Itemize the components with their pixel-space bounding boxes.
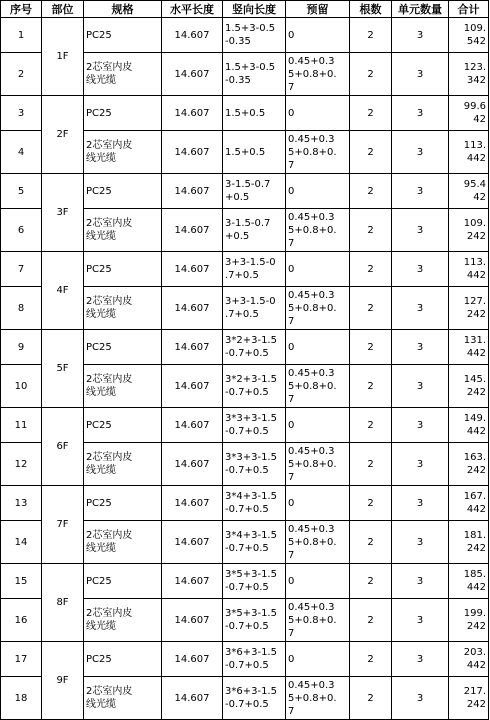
- cell-no: 7: [1, 252, 42, 287]
- header-row: [1, 1, 489, 18]
- cell-v-length: 1.5+0.5: [223, 96, 286, 131]
- cell-units: 3: [392, 330, 449, 365]
- cell-v-length: 3+3-1.5-0 .7+0.5: [223, 287, 286, 330]
- cell-total: 113. 442: [449, 252, 489, 287]
- header-floor: 部位: [42, 1, 84, 18]
- header-count: 根数: [350, 1, 392, 18]
- table-row: [1, 564, 489, 599]
- cell-v-length: 1.5+3-0.5 -0.35: [223, 18, 286, 53]
- cell-spec: PC25: [84, 252, 162, 287]
- cell-spec: 2芯室内皮 线光缆: [84, 521, 162, 564]
- cell-floor: 5F: [42, 330, 84, 408]
- cell-v-length: 3*5+3-1.5 -0.7+0.5: [223, 564, 286, 599]
- cell-h-length: 14.607: [162, 330, 223, 365]
- cell-reserve: 0: [286, 18, 350, 53]
- cell-spec: PC25: [84, 18, 162, 53]
- cell-floor: 9F: [42, 642, 84, 720]
- cell-floor: 3F: [42, 174, 84, 252]
- cell-reserve: 0.45+0.3 5+0.8+0. 7: [286, 365, 350, 408]
- cell-reserve: 0.45+0.3 5+0.8+0. 7: [286, 287, 350, 330]
- cell-spec: 2芯室内皮 线光缆: [84, 677, 162, 720]
- cell-h-length: 14.607: [162, 408, 223, 443]
- table-row: [1, 252, 489, 287]
- cell-total: 99.6 42: [449, 96, 489, 131]
- cell-spec: PC25: [84, 174, 162, 209]
- header-h-length: 水平长度: [162, 1, 223, 18]
- cell-h-length: 14.607: [162, 252, 223, 287]
- cell-units: 3: [392, 96, 449, 131]
- cell-no: 2: [1, 53, 42, 96]
- cell-units: 3: [392, 131, 449, 174]
- header-spec: 规格: [84, 1, 162, 18]
- table-row: [1, 408, 489, 443]
- cell-h-length: 14.607: [162, 521, 223, 564]
- cell-spec: 2芯室内皮 线光缆: [84, 365, 162, 408]
- cell-reserve: 0.45+0.3 5+0.8+0. 7: [286, 209, 350, 252]
- cell-h-length: 14.607: [162, 96, 223, 131]
- cell-h-length: 14.607: [162, 599, 223, 642]
- cell-floor: 2F: [42, 96, 84, 174]
- cell-reserve: 0: [286, 408, 350, 443]
- cell-spec: 2芯室内皮 线光缆: [84, 209, 162, 252]
- cell-units: 3: [392, 174, 449, 209]
- cell-units: 3: [392, 677, 449, 720]
- cell-units: 3: [392, 642, 449, 677]
- cell-no: 4: [1, 131, 42, 174]
- cell-h-length: 14.607: [162, 365, 223, 408]
- cell-total: 149. 442: [449, 408, 489, 443]
- cell-total: 131. 442: [449, 330, 489, 365]
- header-units: 单元数量: [392, 1, 449, 18]
- cell-h-length: 14.607: [162, 486, 223, 521]
- cell-floor: 4F: [42, 252, 84, 330]
- cell-reserve: 0: [286, 486, 350, 521]
- cell-units: 3: [392, 486, 449, 521]
- cell-no: 3: [1, 96, 42, 131]
- cell-units: 3: [392, 53, 449, 96]
- cell-spec: PC25: [84, 564, 162, 599]
- cell-h-length: 14.607: [162, 209, 223, 252]
- cell-v-length: 3*6+3-1.5 -0.7+0.5: [223, 677, 286, 720]
- cell-reserve: 0: [286, 564, 350, 599]
- cell-v-length: 3-1.5-0.7 +0.5: [223, 209, 286, 252]
- cell-units: 3: [392, 599, 449, 642]
- cell-h-length: 14.607: [162, 18, 223, 53]
- cell-h-length: 14.607: [162, 564, 223, 599]
- cell-spec: PC25: [84, 330, 162, 365]
- cell-spec: PC25: [84, 642, 162, 677]
- cell-floor: 8F: [42, 564, 84, 642]
- cell-no: 9: [1, 330, 42, 365]
- cell-reserve: 0: [286, 642, 350, 677]
- cell-no: 6: [1, 209, 42, 252]
- header-reserve: 预留: [286, 1, 350, 18]
- header-no: 序号: [1, 1, 42, 18]
- cell-h-length: 14.607: [162, 677, 223, 720]
- cell-no: 13: [1, 486, 42, 521]
- cell-h-length: 14.607: [162, 642, 223, 677]
- cell-no: 5: [1, 174, 42, 209]
- cell-count: 2: [350, 408, 392, 443]
- cell-spec: PC25: [84, 408, 162, 443]
- header-v-length: 竖向长度: [223, 1, 286, 18]
- cell-reserve: 0.45+0.3 5+0.8+0. 7: [286, 521, 350, 564]
- cell-h-length: 14.607: [162, 131, 223, 174]
- cell-count: 2: [350, 330, 392, 365]
- cell-total: 113. 442: [449, 131, 489, 174]
- cell-total: 199. 242: [449, 599, 489, 642]
- cell-count: 2: [350, 564, 392, 599]
- cell-v-length: 3*5+3-1.5 -0.7+0.5: [223, 599, 286, 642]
- cell-no: 11: [1, 408, 42, 443]
- cell-v-length: 3-1.5-0.7 +0.5: [223, 174, 286, 209]
- cell-count: 2: [350, 521, 392, 564]
- cell-spec: 2芯室内皮 线光缆: [84, 287, 162, 330]
- cell-spec: 2芯室内皮 线光缆: [84, 443, 162, 486]
- cell-total: 181. 242: [449, 521, 489, 564]
- header-total: 合计: [449, 1, 489, 18]
- cell-spec: 2芯室内皮 线光缆: [84, 131, 162, 174]
- cell-count: 2: [350, 599, 392, 642]
- cell-units: 3: [392, 521, 449, 564]
- cell-count: 2: [350, 131, 392, 174]
- cell-reserve: 0: [286, 252, 350, 287]
- cell-h-length: 14.607: [162, 174, 223, 209]
- cell-count: 2: [350, 174, 392, 209]
- cell-spec: PC25: [84, 96, 162, 131]
- cell-reserve: 0.45+0.3 5+0.8+0. 7: [286, 677, 350, 720]
- cell-no: 1: [1, 18, 42, 53]
- cell-no: 15: [1, 564, 42, 599]
- cell-no: 12: [1, 443, 42, 486]
- table-row: [1, 174, 489, 209]
- cell-count: 2: [350, 677, 392, 720]
- table-row: [1, 486, 489, 521]
- cell-count: 2: [350, 642, 392, 677]
- cell-v-length: 1.5+0.5: [223, 131, 286, 174]
- table-row: [1, 18, 489, 53]
- cell-floor: 1F: [42, 18, 84, 96]
- cell-count: 2: [350, 209, 392, 252]
- table-row: [1, 642, 489, 677]
- cell-spec: 2芯室内皮 线光缆: [84, 599, 162, 642]
- cell-total: 145. 242: [449, 365, 489, 408]
- cell-count: 2: [350, 365, 392, 408]
- cell-count: 2: [350, 252, 392, 287]
- cell-units: 3: [392, 564, 449, 599]
- cell-total: 203. 442: [449, 642, 489, 677]
- cell-reserve: 0.45+0.3 5+0.8+0. 7: [286, 443, 350, 486]
- cell-reserve: 0: [286, 330, 350, 365]
- cell-v-length: 3*3+3-1.5 -0.7+0.5: [223, 443, 286, 486]
- cell-units: 3: [392, 287, 449, 330]
- cell-total: 123. 342: [449, 53, 489, 96]
- cell-reserve: 0: [286, 174, 350, 209]
- cell-reserve: 0: [286, 96, 350, 131]
- cell-total: 185. 442: [449, 564, 489, 599]
- cell-h-length: 14.607: [162, 287, 223, 330]
- cell-units: 3: [392, 18, 449, 53]
- cell-total: 217. 242: [449, 677, 489, 720]
- table-row: [1, 330, 489, 365]
- cell-reserve: 0.45+0.3 5+0.8+0. 7: [286, 131, 350, 174]
- cell-spec: 2芯室内皮 线光缆: [84, 53, 162, 96]
- cell-no: 10: [1, 365, 42, 408]
- cell-total: 127. 242: [449, 287, 489, 330]
- cell-total: 163. 242: [449, 443, 489, 486]
- cell-no: 16: [1, 599, 42, 642]
- cell-units: 3: [392, 209, 449, 252]
- cell-total: 109. 242: [449, 209, 489, 252]
- cell-reserve: 0.45+0.3 5+0.8+0. 7: [286, 53, 350, 96]
- cell-v-length: 3*2+3-1.5 -0.7+0.5: [223, 330, 286, 365]
- cell-no: 17: [1, 642, 42, 677]
- cell-no: 18: [1, 677, 42, 720]
- cell-units: 3: [392, 408, 449, 443]
- cell-total: 109. 542: [449, 18, 489, 53]
- cell-v-length: 3*4+3-1.5 -0.7+0.5: [223, 486, 286, 521]
- cell-count: 2: [350, 18, 392, 53]
- cell-count: 2: [350, 53, 392, 96]
- cell-h-length: 14.607: [162, 443, 223, 486]
- cell-reserve: 0.45+0.3 5+0.8+0. 7: [286, 599, 350, 642]
- cell-v-length: 3+3-1.5-0 .7+0.5: [223, 252, 286, 287]
- cell-total: 95.4 42: [449, 174, 489, 209]
- cell-v-length: 3*6+3-1.5 -0.7+0.5: [223, 642, 286, 677]
- cell-count: 2: [350, 443, 392, 486]
- cell-count: 2: [350, 96, 392, 131]
- cell-v-length: 3*4+3-1.5 -0.7+0.5: [223, 521, 286, 564]
- cell-floor: 6F: [42, 408, 84, 486]
- cell-no: 14: [1, 521, 42, 564]
- cell-spec: PC25: [84, 486, 162, 521]
- cell-v-length: 3*3+3-1.5 -0.7+0.5: [223, 408, 286, 443]
- cell-v-length: 1.5+3-0.5 -0.35: [223, 53, 286, 96]
- cell-total: 167. 442: [449, 486, 489, 521]
- cell-floor: 7F: [42, 486, 84, 564]
- table-row: [1, 96, 489, 131]
- cell-no: 8: [1, 287, 42, 330]
- cell-count: 2: [350, 486, 392, 521]
- cell-units: 3: [392, 443, 449, 486]
- cell-units: 3: [392, 365, 449, 408]
- cell-v-length: 3*2+3-1.5 -0.7+0.5: [223, 365, 286, 408]
- cell-h-length: 14.607: [162, 53, 223, 96]
- cell-count: 2: [350, 287, 392, 330]
- cell-units: 3: [392, 252, 449, 287]
